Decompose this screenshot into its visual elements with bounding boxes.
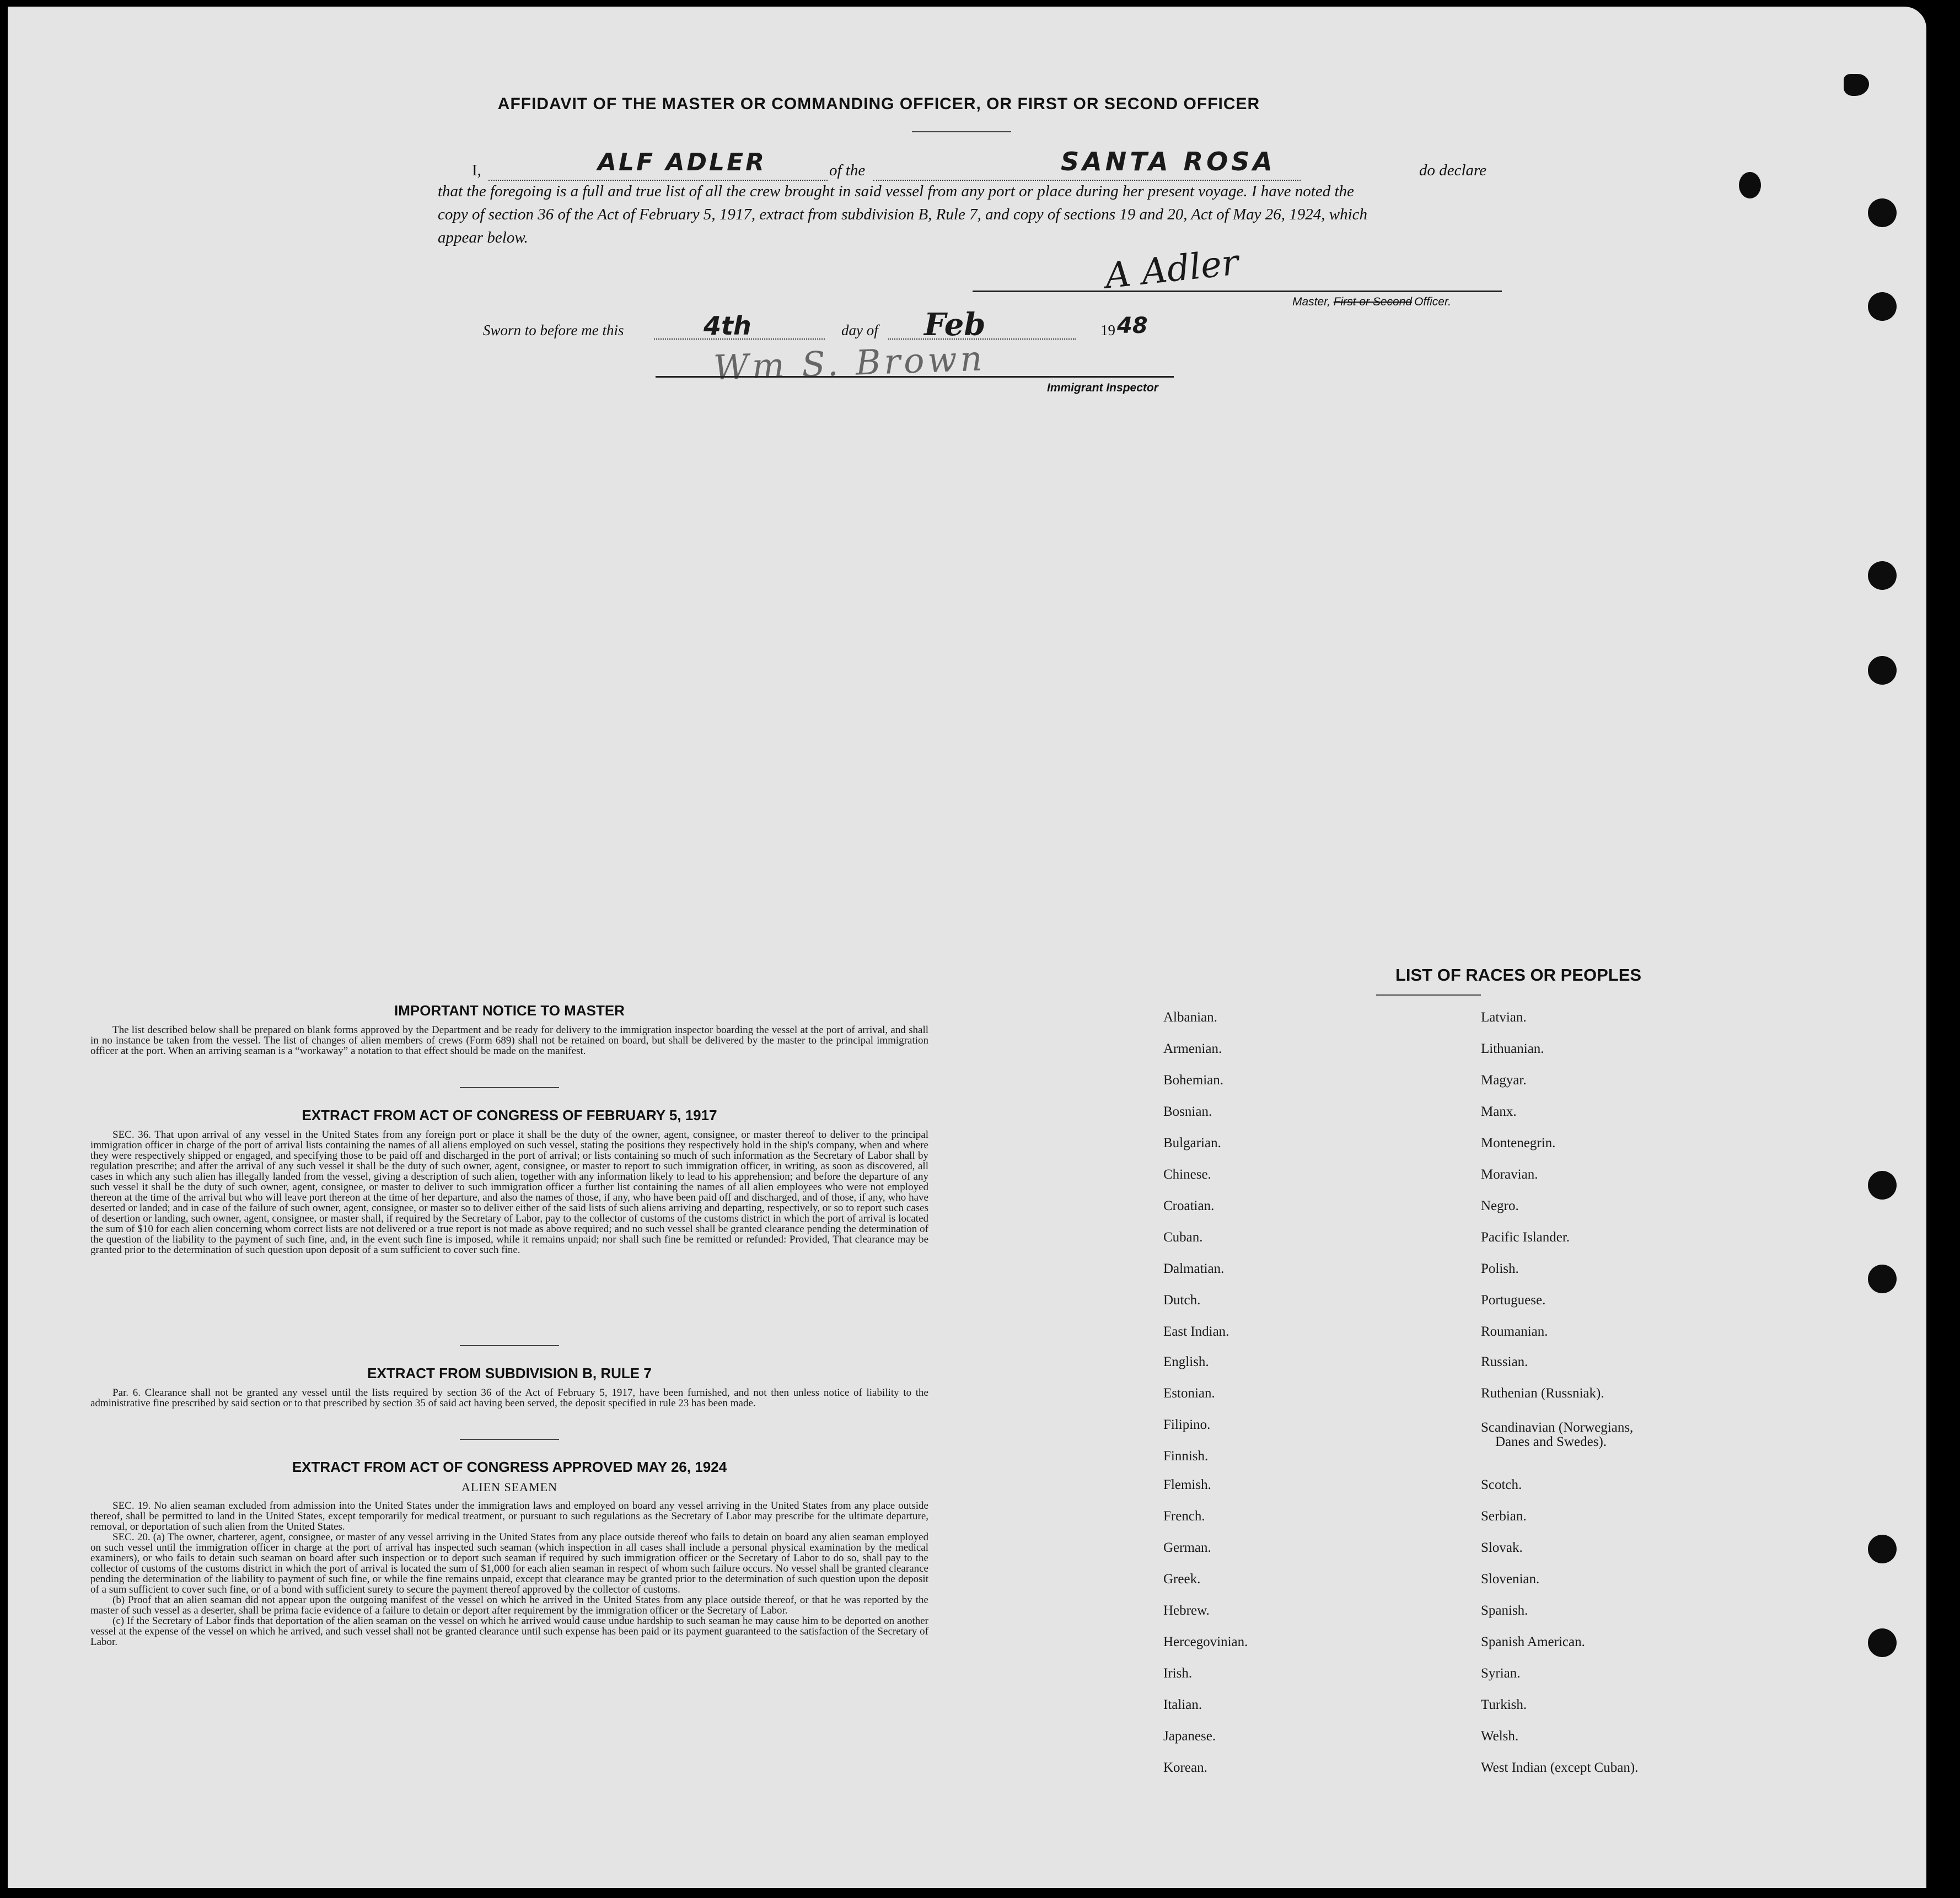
sworn-day: 4th xyxy=(704,311,751,341)
punch-hole xyxy=(1868,1628,1897,1657)
race-item: Scotch. xyxy=(1481,1477,1522,1492)
sec20c-paragraph: (c) If the Secretary of Labor finds that deportation of the alien seaman on the vessel on which he arrived would cause undue hardship to such seaman he may cause him to be deported on another vessel at the expense of the vessel on which he arrived, and such vessel shall not be granted clearance until such expense has been paid or its payment guaranteed to the satisfaction of the Secretary of Labor. xyxy=(90,1615,928,1648)
extract-1924-text xyxy=(90,1501,928,1647)
race-item: Magyar. xyxy=(1481,1073,1527,1088)
punch-hole xyxy=(1844,74,1869,96)
extract-1917-text xyxy=(90,1130,928,1255)
race-item: Filipino. xyxy=(1163,1417,1211,1432)
race-item: Italian. xyxy=(1163,1697,1202,1712)
races-title: LIST OF RACES OR PEOPLES xyxy=(1395,965,1642,985)
affidavit-declaration xyxy=(438,147,1502,249)
race-item: Irish. xyxy=(1163,1666,1193,1681)
sworn-month: Feb xyxy=(924,307,986,343)
race-item: Ruthenian (Russniak). xyxy=(1481,1386,1604,1401)
signature-line xyxy=(973,291,1502,292)
caption-struck: First or Second xyxy=(1333,295,1413,308)
subdivision-text xyxy=(90,1388,928,1408)
punch-hole xyxy=(1868,198,1897,227)
inspector-caption: Immigrant Inspector xyxy=(1047,381,1158,394)
race-item: German. xyxy=(1163,1540,1211,1555)
race-item: Welsh. xyxy=(1481,1729,1519,1744)
race-item: Negro. xyxy=(1481,1198,1519,1213)
race-item: Spanish. xyxy=(1481,1603,1528,1618)
declaration-line: that the foregoing is a full and true list of all the crew brought in said vessel from any port or place during her present voyage. I have noted the xyxy=(438,182,1354,200)
extract-1924-title: EXTRACT FROM ACT OF CONGRESS APPROVED MAY 26, 1924 xyxy=(292,1459,727,1475)
races-left-column xyxy=(1163,1010,1439,1793)
race-item: Armenian. xyxy=(1163,1041,1222,1056)
vessel-name: SANTA ROSA xyxy=(1061,147,1276,176)
race-item: Spanish American. xyxy=(1481,1634,1585,1649)
race-item: Scandinavian (Norwegians, xyxy=(1481,1420,1634,1435)
punch-hole xyxy=(1868,1265,1897,1293)
divider xyxy=(460,1439,559,1440)
race-item: Cuban. xyxy=(1163,1230,1203,1245)
race-item: Dalmatian. xyxy=(1163,1261,1225,1276)
race-item: Manx. xyxy=(1481,1104,1517,1119)
race-item: Estonian. xyxy=(1163,1386,1215,1401)
race-item: Danes and Swedes). xyxy=(1495,1434,1607,1449)
race-item: Japanese. xyxy=(1163,1729,1216,1744)
race-item: French. xyxy=(1163,1509,1205,1524)
race-item: Montenegrin. xyxy=(1481,1136,1556,1150)
day-of-label: day of xyxy=(841,322,878,338)
divider xyxy=(460,1345,559,1346)
caption-officer: Officer. xyxy=(1414,295,1451,308)
sworn-label: Sworn to before me this xyxy=(483,322,624,338)
year-prefix: 19 xyxy=(1100,322,1115,338)
document-page xyxy=(8,7,1926,1888)
of-the-label: of the xyxy=(829,162,866,179)
race-item: Turkish. xyxy=(1481,1697,1527,1712)
race-item: Slovak. xyxy=(1481,1540,1523,1555)
affidavit-title: AFFIDAVIT OF THE MASTER OR COMMANDING OFFICER, OR FIRST OR SECOND OFFICER xyxy=(497,95,1260,113)
race-item: Finnish. xyxy=(1163,1449,1209,1464)
notice-title: IMPORTANT NOTICE TO MASTER xyxy=(394,1002,625,1019)
year-suffix: 48 xyxy=(1117,313,1148,338)
race-item: Greek. xyxy=(1163,1572,1201,1587)
declaration-line: copy of section 36 of the Act of February 5, 1917, extract from subdivision B, Rule 7, and copy of sections 19 and 20, Act of May 26, 1924, which xyxy=(438,206,1368,223)
race-item: Pacific Islander. xyxy=(1481,1230,1570,1245)
vessel-line xyxy=(873,180,1301,181)
race-item: Croatian. xyxy=(1163,1198,1215,1213)
race-item: Albanian. xyxy=(1163,1010,1217,1025)
punch-hole xyxy=(1868,561,1897,590)
race-item: Moravian. xyxy=(1481,1167,1538,1182)
race-item: Chinese. xyxy=(1163,1167,1211,1182)
race-item: Lithuanian. xyxy=(1481,1041,1544,1056)
sec19-paragraph: SEC. 19. No alien seaman excluded from admission into the United States under the immigration laws and employed on board any vessel arriving in the United States from any place outside thereof, shall be permitted to land in the United States, except temporarily for medical treatment, or pursuant to such regulations as the Secretary of Labor may prescribe for the ultimate departure, removal, or deportation of such alien from the United States. xyxy=(90,1500,928,1533)
inspector-line xyxy=(656,376,1174,378)
do-declare-label: do declare xyxy=(1419,162,1487,179)
punch-hole xyxy=(1868,656,1897,685)
sworn-line xyxy=(483,307,1200,347)
sec36-paragraph: SEC. 36. That upon arrival of any vessel in the United States from any foreign port or place it shall be the duty of the owner, agent, consignee, or master thereof to deliver to the principal immigration officer in charge of the port of arrival lists containing the names of all aliens employed on such vessel, stating the positions they respectively hold in the ship's company, when and where they were respectively shipped or engaged, and specifying those to be paid off and discharged in the port of arrival; or lists containing so much of such information as the Secretary of Labor shall by regulation prescribe; and after the arrival of any such vessel it shall be the duty of such owner, agent, consignee, or master to report to such immigration officer, in writing, as soon as discovered, all cases in which any such alien has illegally landed from the vessel, giving a description of such alien, together with any information likely to lead to his apprehension; and before the departure of any such vessel it shall be the duty of such owner, agent, consignee, or master to deliver to such immigration officer a further list containing the names of all alien employees who were not employed thereon at the time of the arrival but who will leave port thereon at the time of her departure, and also the names of those, if any, who have been paid off and discharged, and of those, if any, who have deserted or landed; and in case of the failure of such owner, agent, consignee, or master so to deliver either of the said lists of such aliens arriving and departing, respectively, or so to report such cases of desertion or landing, such owner, agent, consignee, or master shall, if required by the Secretary of Labor, pay to the collector of customs of the customs district in which the port of arrival is located the sum of $10 for each alien concerning whom correct lists are not delivered or a true report is not made as above required; and no such vessel shall be granted clearance pending the determination of the question of the liability to the payment of such fine, and, in the event such fine is imposed, while it remains unpaid; nor shall such fine be remitted or refunded: Provided, That clearance may be granted prior to the determination of such question upon deposit of a sum sufficient to cover such fine. xyxy=(90,1129,928,1256)
race-item: Slovenian. xyxy=(1481,1572,1540,1587)
race-item: Dutch. xyxy=(1163,1293,1201,1308)
caption-master: Master, xyxy=(1292,295,1330,308)
race-item: Polish. xyxy=(1481,1261,1519,1276)
races-right-column xyxy=(1481,1010,1790,1793)
divider xyxy=(460,1087,559,1088)
sec20b-paragraph: (b) Proof that an alien seaman did not appear upon the outgoing manifest of the vessel on which he arrived in the United States from any place outside thereof, or that he was reported by the master of such vessel as a deserter, shall be prima facie evidence of a failure to detain or deport after requirement by the immigration officer or the Secretary of Labor. xyxy=(90,1594,928,1616)
race-item: Bohemian. xyxy=(1163,1073,1224,1088)
race-item: Flemish. xyxy=(1163,1477,1211,1492)
master-name: ALF ADLER xyxy=(598,148,767,176)
race-item: Latvian. xyxy=(1481,1010,1527,1025)
race-item: Bosnian. xyxy=(1163,1104,1212,1119)
name-line xyxy=(488,180,828,181)
race-item: Portuguese. xyxy=(1481,1293,1546,1308)
divider xyxy=(1376,994,1481,996)
punch-hole xyxy=(1868,292,1897,321)
i-label: I, xyxy=(472,162,481,179)
punch-hole xyxy=(1739,172,1761,198)
race-item: English. xyxy=(1163,1354,1209,1369)
race-item: Hercegovinian. xyxy=(1163,1634,1248,1649)
race-item: East Indian. xyxy=(1163,1324,1229,1339)
race-item: West Indian (except Cuban). xyxy=(1481,1760,1639,1775)
alien-seamen-subtitle: ALIEN SEAMEN xyxy=(461,1480,557,1494)
race-item: Hebrew. xyxy=(1163,1603,1210,1618)
notice-paragraph: The list described below shall be prepared on blank forms approved by the Department and be ready for delivery to the immigration inspector boarding the vessel at the port of arrival, and shall in no instance be taken from the vessel. The list of changes of alien members of crews (Form 689) shall not be retained on board, but shall be delivered by the master to the principal immigration officer at the port. When an arriving seaman is a “workaway” a notation to that effect should be made on the manifest. xyxy=(90,1024,928,1057)
punch-hole xyxy=(1868,1171,1897,1200)
sec20a-paragraph: SEC. 20. (a) The owner, charterer, agent, consignee, or master of any vessel arriving in the United States from any place outside thereof who fails to detain on board any alien seaman employed on such vessel until the immigration officer in charge at the port of arrival has inspected such seaman (which inspection in all cases shall include a personal physical examination by the medical examiners), or who fails to detain such seaman on board after such inspection or to deport such seaman if required by such immigration officer or the Secretary of Labor to do so, shall pay to the collector of customs of the customs district in which the port of arrival is located the sum of $1,000 for each alien seaman in respect of whom such failure occurs. No vessel shall be granted clearance pending the determination of the liability to payment of such fine, or while the fine remains unpaid, except that clearance may be granted prior to the determination of such question upon the deposit of a sum sufficient to cover such fine, or of a bond with sufficient surety to secure the payment thereof approved by the collector of customs. xyxy=(90,1531,928,1595)
inspector-signature: Wm S. Brown xyxy=(712,338,986,388)
race-item: Serbian. xyxy=(1481,1509,1527,1524)
declaration-line: appear below. xyxy=(438,229,528,246)
master-signature: A Adler xyxy=(1103,242,1241,297)
divider xyxy=(912,131,1011,132)
race-item: Syrian. xyxy=(1481,1666,1521,1681)
par6-paragraph: Par. 6. Clearance shall not be granted any vessel until the lists required by section 36 of the Act of February 5, 1917, have been furnished, and not then unless notice of liability to the administrative fine prescribed by said section or to that prescribed by section 35 of said act having been served, the deposit specified in rule 23 has been made. xyxy=(90,1387,928,1409)
signature-caption xyxy=(1292,295,1451,309)
race-item: Korean. xyxy=(1163,1760,1207,1775)
notice-text xyxy=(90,1025,928,1056)
race-item: Bulgarian. xyxy=(1163,1136,1221,1150)
punch-hole xyxy=(1868,1535,1897,1563)
extract-1917-title: EXTRACT FROM ACT OF CONGRESS OF FEBRUARY 5, 1917 xyxy=(302,1107,717,1123)
race-item: Russian. xyxy=(1481,1354,1528,1369)
subdivision-title: EXTRACT FROM SUBDIVISION B, RULE 7 xyxy=(367,1365,652,1381)
race-item: Roumanian. xyxy=(1481,1324,1548,1339)
